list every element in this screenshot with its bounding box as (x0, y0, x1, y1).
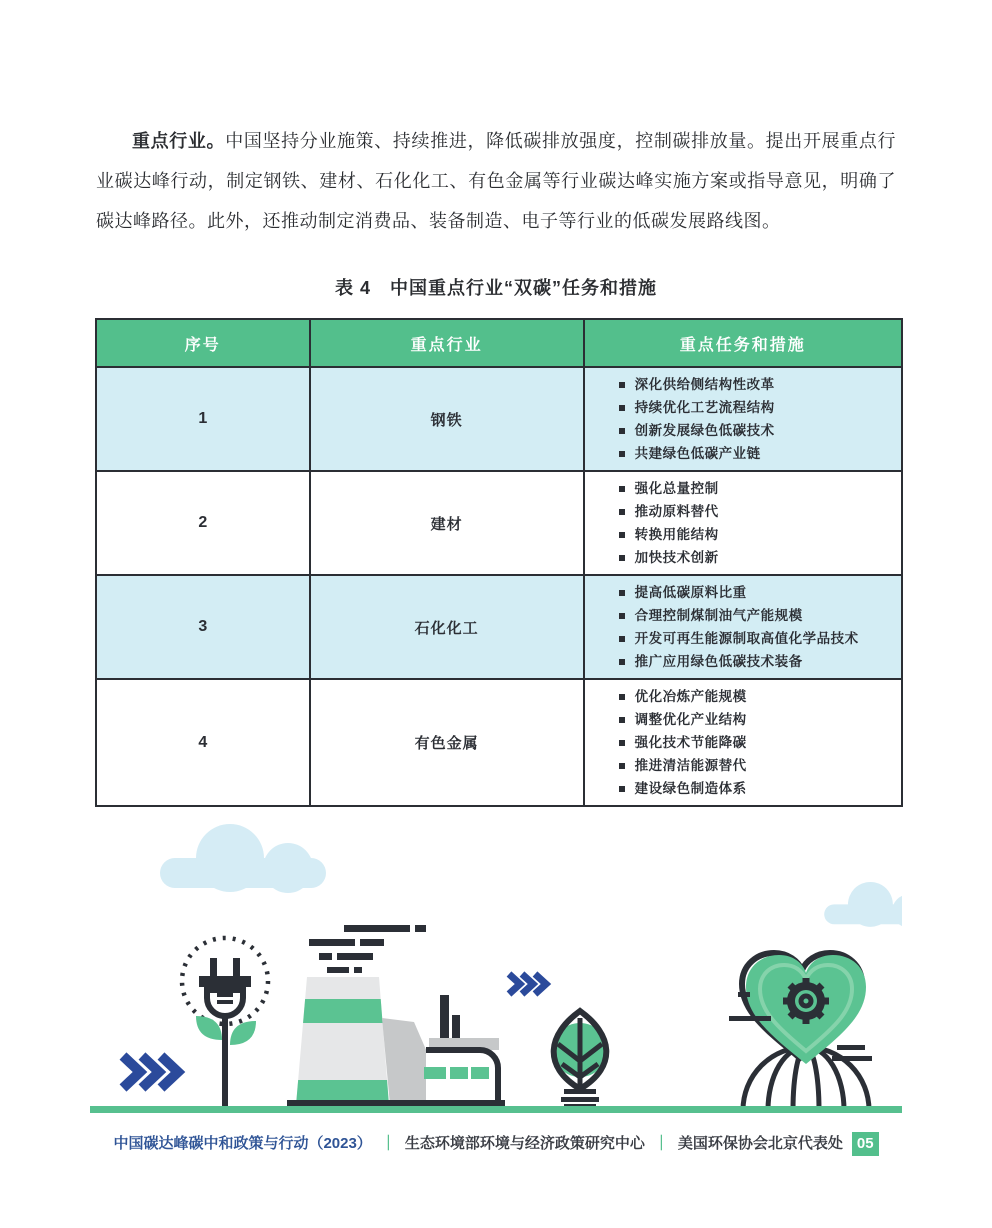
page-number-badge: 05 (852, 1132, 879, 1156)
industry-table-body (96, 367, 902, 806)
header-tasks: 重点任务和措施 (584, 319, 902, 367)
task-item: 强化总量控制 (619, 477, 895, 500)
header-industry: 重点行业 (310, 319, 584, 367)
task-list (619, 581, 895, 673)
power-plug-icon (182, 938, 268, 1110)
cloud-icon (160, 824, 326, 893)
table-row (96, 471, 902, 575)
task-item: 提高低碳原料比重 (619, 581, 895, 604)
task-item: 强化技术节能降碳 (619, 731, 895, 754)
paragraph-lead: 重点行业。 (132, 131, 226, 151)
table-title: 表 4 中国重点行业“双碳”任务和措施 (334, 278, 657, 298)
footer-org1: 生态环境部环境与经济政策研究中心 (404, 1135, 645, 1152)
ground-line (90, 1106, 902, 1113)
table-row (96, 679, 902, 806)
row-industry: 石化化工 (310, 575, 584, 679)
header-number: 序号 (96, 319, 310, 367)
chevron-right-icon (509, 974, 546, 994)
task-item: 深化供给侧结构性改革 (619, 373, 895, 396)
task-item: 推动原料替代 (619, 500, 895, 523)
heart-gear-globe-icon (729, 953, 872, 1110)
footer-org2: 美国环保协会北京代表处 (677, 1135, 843, 1152)
leaf-bulb-icon (553, 1011, 607, 1108)
task-item: 创新发展绿色低碳技术 (619, 419, 895, 442)
bottom-illustration (90, 818, 902, 1116)
footer-separator: ｜ (380, 1135, 396, 1152)
industry-table (95, 318, 903, 807)
task-item: 调整优化产业结构 (619, 708, 895, 731)
row-number: 2 (96, 471, 310, 575)
footer-report-title: 中国碳达峰碳中和政策与行动（2023） (113, 1135, 372, 1152)
task-list (619, 373, 895, 465)
table-row (96, 575, 902, 679)
factory-icon (287, 977, 505, 1108)
table-header-row (96, 319, 902, 367)
chevron-right-icon (123, 1056, 178, 1088)
task-list (619, 477, 895, 569)
table-row (96, 367, 902, 471)
task-item: 共建绿色低碳产业链 (619, 442, 895, 465)
row-industry: 有色金属 (310, 679, 584, 806)
task-item: 推进清洁能源替代 (619, 754, 895, 777)
smoke-icon (309, 925, 426, 984)
task-item: 开发可再生能源制取高值化学品技术 (619, 627, 895, 650)
paragraph-body: 中国坚持分业施策、持续推进，降低碳排放强度，控制碳排放量。提出开展重点行业碳达峰行动，制定钢铁、建材、石化化工、有色金属等行业碳达峰实施方案或指导意见，明确了碳达峰路径。此外，还推动制定消费品、装备制造、电子等行业的低碳发展路线图。 (96, 131, 896, 231)
task-item: 转换用能结构 (619, 523, 895, 546)
row-number: 1 (96, 367, 310, 471)
task-item: 合理控制煤制油气产能规模 (619, 604, 895, 627)
row-number: 3 (96, 575, 310, 679)
task-item: 持续优化工艺流程结构 (619, 396, 895, 419)
row-number: 4 (96, 679, 310, 806)
row-industry: 建材 (310, 471, 584, 575)
task-item: 推广应用绿色低碳技术装备 (619, 650, 895, 673)
page-footer (0, 1131, 992, 1157)
task-list (619, 685, 895, 800)
footer-separator: ｜ (653, 1135, 669, 1152)
intro-paragraph (96, 121, 896, 241)
cloud-icon (824, 882, 902, 928)
row-industry: 钢铁 (310, 367, 584, 471)
task-item: 优化冶炼产能规模 (619, 685, 895, 708)
task-item: 加快技术创新 (619, 546, 895, 569)
task-item: 建设绿色制造体系 (619, 777, 895, 800)
